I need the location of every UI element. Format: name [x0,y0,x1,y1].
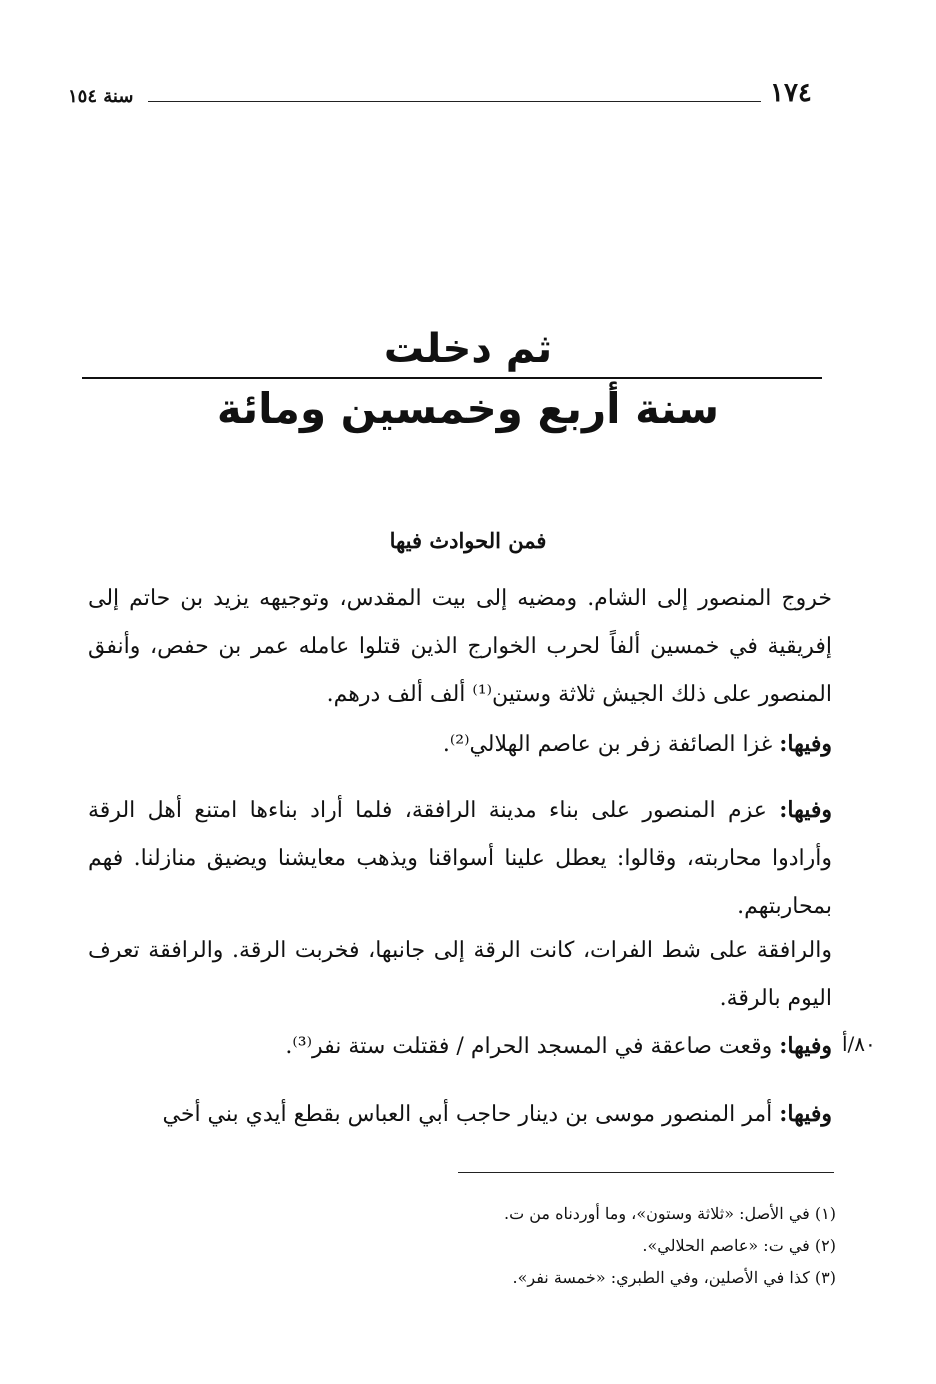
paragraph-lead: وفيها: [779,1033,832,1059]
running-header-year: سنة ١٥٤ [68,86,134,107]
paragraph-text: أمر المنصور موسى بن دينار حاجب أبي العباس بقطع أيدي بني أخي [162,1102,780,1127]
paragraph-text: عزم المنصور على بناء مدينة الرافقة، فلما أراد بناءها امتنع أهل الرقة وأرادوا محاربته، وقالوا: يعطل علينا أسواقنا ويذهب معايشنا ويضيق منازلنا. فهم بمحاربتهم. [88,798,832,919]
paragraph-lead: وفيها: [779,1101,832,1127]
section-title: فمن الحوادث فيها [389,528,547,553]
header-rule [148,101,761,102]
chapter-heading-rule [82,377,822,379]
paragraph-1 [88,574,832,719]
paragraph-text: خروج المنصور إلى الشام. ومضيه إلى بيت المقدس، وتوجيهه يزيد بن حاتم إلى إفريقية في خمسين ألفاً لحرب الخوارج الذين قتلوا عامله عمر بن حفص، وأنفق المنصور على ذلك الجيش ثلاثة وستين⁽¹⁾ ألف ألف درهم. [88,586,832,707]
chapter-heading-line1: ثم دخلت [383,326,553,372]
paragraph-text: وقعت صاعقة في المسجد الحرام / فقتلت ستة نفر⁽³⁾. [285,1034,780,1059]
paragraph-text: والرافقة على شط الفرات، كانت الرقة إلى جانبها، فخربت الرقة. والرافقة تعرف اليوم بالرقة. [88,938,832,1011]
paragraph-text: غزا الصائفة زفر بن عاصم الهلالي⁽²⁾. [442,732,780,757]
paragraph-lead: وفيها: [779,797,832,823]
paragraph-2 [88,720,832,769]
footnote-1: (١) في الأصل: «ثلاثة وستون»، وما أوردناه من ت. [504,1204,836,1223]
footnote-rule [458,1172,834,1173]
paragraph-5 [88,1022,832,1071]
footnote-3: (٣) كذا في الأصلين، وفي الطبري: «خمسة نفر». [512,1268,836,1287]
chapter-heading-line2: سنة أربع وخمسين ومائة [216,384,720,433]
paragraph-lead: وفيها: [779,731,832,757]
paragraph-6 [88,1090,832,1139]
footnote-2: (٢) في ت: «عاصم الحلالي». [642,1236,836,1255]
paragraph-3 [88,786,832,931]
manuscript-folio-note: ٨٠/أ [842,1032,876,1056]
paragraph-4 [88,926,832,1023]
page-number: ١٧٤ [770,78,812,108]
